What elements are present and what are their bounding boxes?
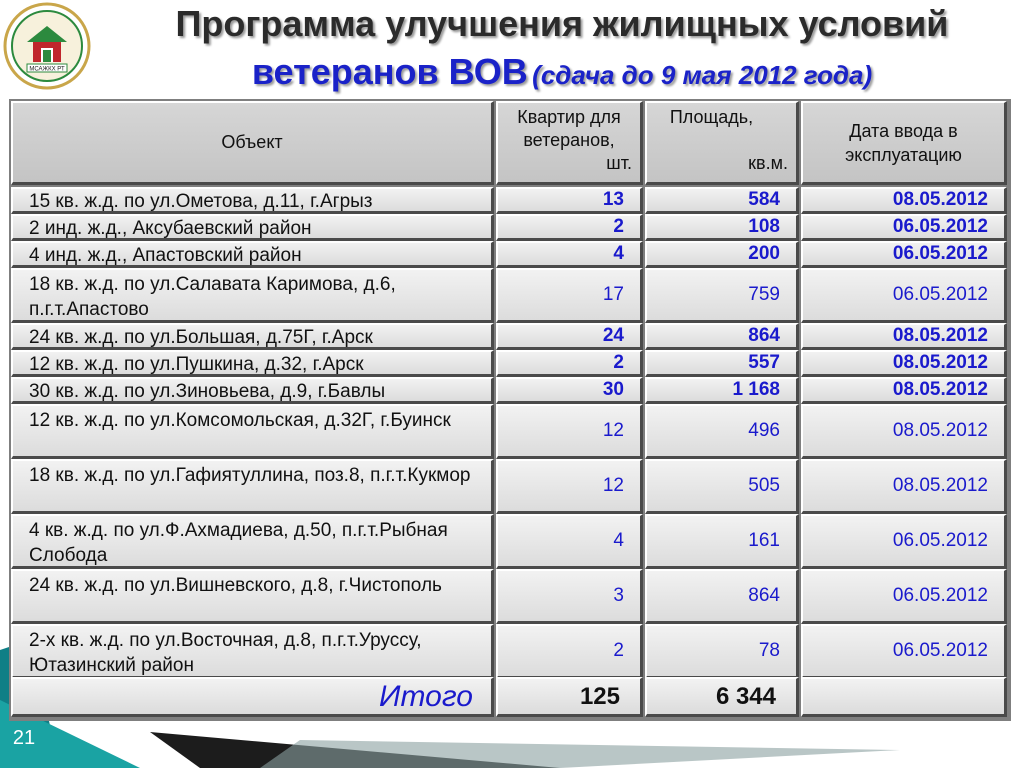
cell-object: 2-х кв. ж.д. по ул.Восточная, д.8, п.г.т.Уруссу, Ютазинский район bbox=[11, 624, 494, 679]
svg-text:МСАЖКХ РТ: МСАЖКХ РТ bbox=[29, 66, 65, 73]
cell-apartments: 4 bbox=[496, 241, 643, 268]
cell-area: 496 bbox=[645, 404, 799, 459]
header-apartments bbox=[496, 101, 643, 185]
cell-area: 505 bbox=[645, 459, 799, 514]
page-subtitle bbox=[100, 50, 1024, 102]
cell-area: 759 bbox=[645, 268, 799, 323]
cell-date: 08.05.2012 bbox=[801, 404, 1007, 459]
cell-area: 161 bbox=[645, 514, 799, 569]
header-date bbox=[801, 101, 1007, 185]
header-apartments-line1: Квартир для bbox=[517, 107, 621, 127]
cell-apartments: 12 bbox=[496, 404, 643, 459]
cell-object: 12 кв. ж.д. по ул.Комсомольская, д.32Г, г.Буинск bbox=[11, 404, 494, 459]
cell-apartments: 12 bbox=[496, 459, 643, 514]
header-object bbox=[11, 101, 494, 185]
cell-object: 18 кв. ж.д. по ул.Гафиятуллина, поз.8, п.г.т.Кукмор bbox=[11, 459, 494, 514]
cell-date: 08.05.2012 bbox=[801, 377, 1007, 404]
cell-object: 24 кв. ж.д. по ул.Вишневского, д.8, г.Чистополь bbox=[11, 569, 494, 624]
cell-area: 108 bbox=[645, 214, 799, 241]
cell-area: 1 168 bbox=[645, 377, 799, 404]
header-apartments-unit: шт. bbox=[606, 153, 632, 173]
cell-apartments: 30 bbox=[496, 377, 643, 404]
total-area: 6 344 bbox=[645, 677, 799, 717]
cell-object: 30 кв. ж.д. по ул.Зиновьева, д.9, г.Бавлы bbox=[11, 377, 494, 404]
cell-object: 4 кв. ж.д. по ул.Ф.Ахмадиева, д.50, п.г.т.Рыбная Слобода bbox=[11, 514, 494, 569]
cell-object: 12 кв. ж.д. по ул.Пушкина, д.32, г.Арск bbox=[11, 350, 494, 377]
cell-date: 06.05.2012 bbox=[801, 241, 1007, 268]
cell-apartments: 17 bbox=[496, 268, 643, 323]
header-apartments-line2: ветеранов, bbox=[523, 130, 615, 150]
cell-date: 08.05.2012 bbox=[801, 323, 1007, 350]
housing-program-table bbox=[9, 99, 1011, 721]
cell-area: 864 bbox=[645, 323, 799, 350]
cell-apartments: 2 bbox=[496, 350, 643, 377]
cell-object: 24 кв. ж.д. по ул.Большая, д.75Г, г.Арск bbox=[11, 323, 494, 350]
total-date bbox=[801, 677, 1007, 717]
header-date-line2: эксплуатацию bbox=[845, 144, 962, 165]
page-number: 21 bbox=[12, 727, 36, 749]
cell-area: 200 bbox=[645, 241, 799, 268]
cell-date: 08.05.2012 bbox=[801, 350, 1007, 377]
subtitle-main: ветеранов ВОВ bbox=[251, 51, 528, 92]
header-date-line1: Дата ввода в bbox=[849, 120, 958, 141]
header-area bbox=[645, 101, 799, 185]
header-area-line1: Площадь, bbox=[669, 107, 754, 127]
cell-date: 06.05.2012 bbox=[801, 624, 1007, 679]
cell-date: 06.05.2012 bbox=[801, 214, 1007, 241]
subtitle-deadline: (сдача до 9 мая 2012 года) bbox=[532, 60, 873, 90]
cell-object: 18 кв. ж.д. по ул.Салавата Каримова, д.6, п.г.т.Апастово bbox=[11, 268, 494, 323]
page-title: Программа улучшения жилищных условий bbox=[175, 3, 949, 44]
header-area-unit: кв.м. bbox=[748, 153, 788, 173]
cell-object: 2 инд. ж.д., Аксубаевский район bbox=[11, 214, 494, 241]
cell-apartments: 3 bbox=[496, 569, 643, 624]
cell-apartments: 13 bbox=[496, 187, 643, 214]
cell-object: 4 инд. ж.д., Апастовский район bbox=[11, 241, 494, 268]
cell-area: 864 bbox=[645, 569, 799, 624]
cell-date: 06.05.2012 bbox=[801, 569, 1007, 624]
cell-date: 08.05.2012 bbox=[801, 459, 1007, 514]
cell-apartments: 2 bbox=[496, 214, 643, 241]
cell-area: 584 bbox=[645, 187, 799, 214]
cell-area: 557 bbox=[645, 350, 799, 377]
total-label: Итого bbox=[11, 677, 494, 717]
cell-object: 15 кв. ж.д. по ул.Ометова, д.11, г.Агрыз bbox=[11, 187, 494, 214]
ministry-logo bbox=[3, 2, 91, 90]
cell-date: 08.05.2012 bbox=[801, 187, 1007, 214]
cell-apartments: 4 bbox=[496, 514, 643, 569]
total-apartments: 125 bbox=[496, 677, 643, 717]
cell-apartments: 2 bbox=[496, 624, 643, 679]
cell-area: 78 bbox=[645, 624, 799, 679]
cell-date: 06.05.2012 bbox=[801, 514, 1007, 569]
header-object-label: Объект bbox=[221, 132, 283, 152]
cell-date: 06.05.2012 bbox=[801, 268, 1007, 323]
cell-apartments: 24 bbox=[496, 323, 643, 350]
